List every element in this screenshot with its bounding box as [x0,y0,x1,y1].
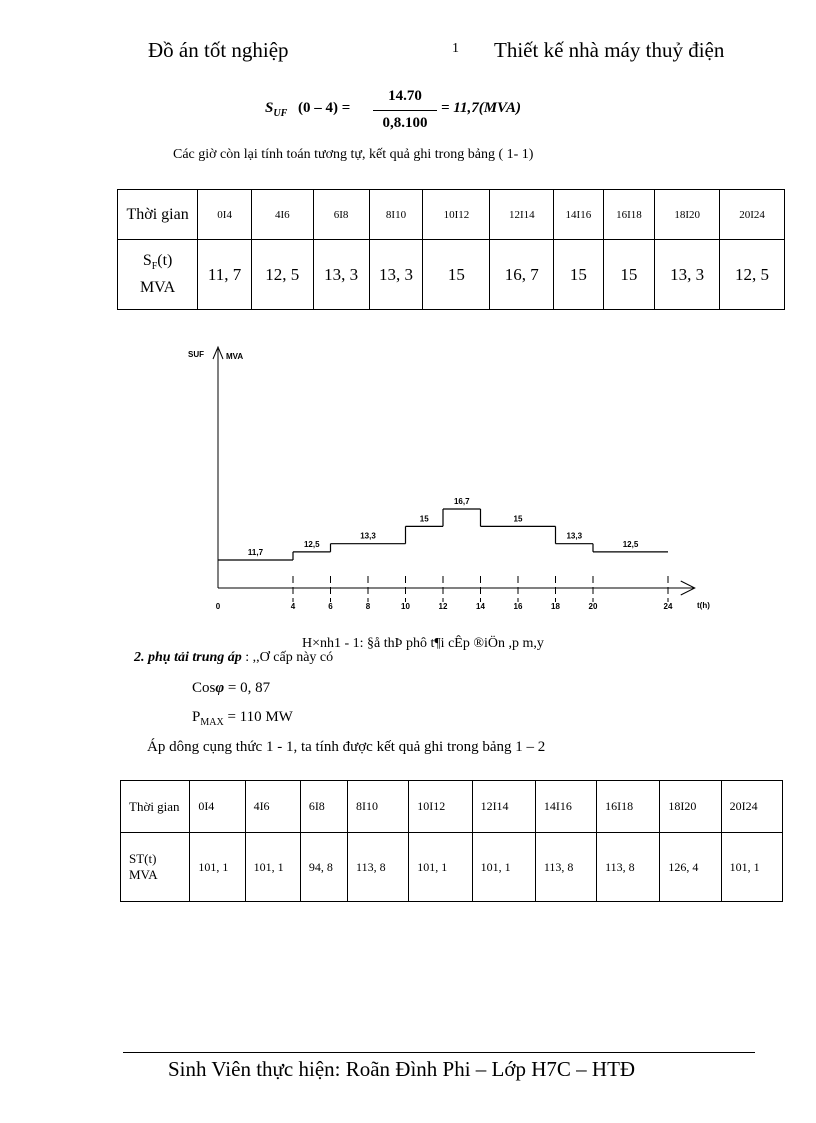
table2-row2-unit: MVA [129,867,158,882]
pmax-subscript: MAX [200,717,224,728]
table2-value: 101, 1 [190,833,245,902]
table1-row2-unit: MVA [139,278,176,296]
chart-ticks [293,576,668,602]
table1-value: 13, 3 [313,240,369,310]
table2-period: 6I8 [300,781,347,833]
x-axis-unit: t(h) [697,601,710,610]
table-2 [120,780,783,902]
table-row [118,240,785,310]
table2-period: 4I6 [245,781,300,833]
table2-value: 113, 8 [597,833,660,902]
table1-value: 12, 5 [720,240,785,310]
table1-period: 16I18 [603,190,655,240]
table1-period: 12I14 [490,190,554,240]
table1-value: 15 [423,240,490,310]
x-tick-label: 10 [401,602,410,611]
pmax-symbol: P [192,709,201,725]
pmax-value: = 110 MW [223,709,293,725]
phi-symbol: φ [215,680,225,696]
table1-period: 10I12 [423,190,490,240]
section2-after-title: : ,,Ơ cấp này có [245,650,334,665]
table2-value: 126, 4 [660,833,721,902]
table1-period: 18I20 [655,190,720,240]
table2-period: 8I10 [348,781,409,833]
y-axis-symbol: SUF [188,350,204,359]
page-number: 1 [452,41,459,56]
footer-rule [123,1052,755,1053]
chart-steps [218,509,668,560]
table1-value: 13, 3 [369,240,423,310]
table2-value: 101, 1 [721,833,782,902]
apply-text: Áp dông cụng thức 1 - 1, ta tính được kết quả ghi trong bảng 1 – 2 [147,739,546,755]
segment-label: 15 [419,514,429,524]
table2-row1-label: Thời gian [121,781,190,833]
formula-rhs: = 11,7(MVA) [441,100,521,116]
table1-period: 0I4 [198,190,252,240]
table-row [121,781,783,833]
table2-period: 0I4 [190,781,245,833]
table2-value: 113, 8 [535,833,596,902]
table2-period: 18I20 [660,781,721,833]
table1-period: 6I8 [313,190,369,240]
x-tick-label: 0 [215,602,221,611]
table2-period: 14I16 [535,781,596,833]
table1-row2-label [118,240,198,310]
table2-period: 10I12 [409,781,472,833]
footer-text: Sinh Viên thực hiện: Roãn Đình Phi – Lớp H7C – HTĐ [168,1057,636,1081]
x-tick-label: 24 [663,602,673,611]
chart-axes [213,347,695,595]
segment-label: 12,5 [622,539,639,549]
table2-value: 113, 8 [348,833,409,902]
formula-lhs-arg: (0 – 4) = [298,100,351,116]
table-1 [117,189,785,310]
table2-period: 16I18 [597,781,660,833]
table2-value: 101, 1 [245,833,300,902]
formula-denominator: 0,8.100 [382,115,428,131]
section2-title: 2. phụ tải trung áp [134,650,242,665]
cos-value: = 0, 87 [224,680,271,696]
intro-text: Các giờ còn lại tính toán tương tự, kết quả ghi trong bảng ( 1- 1) [173,147,534,162]
table1-period: 14I16 [554,190,603,240]
table1-value: 15 [554,240,603,310]
table2-value: 94, 8 [300,833,347,902]
x-tick-label: 16 [513,602,523,611]
formula-lhs-symbol: S [265,100,274,116]
cos-prefix: Cos [192,680,216,696]
table1-row1-label: Thời gian [118,190,198,240]
y-axis-unit: MVA [226,352,244,361]
formula-lhs-subscript: UF [273,108,288,119]
chart-labels [216,497,673,611]
section2-heading [134,650,333,666]
table1-value: 15 [603,240,655,310]
segment-label: 11,7 [247,548,264,557]
x-tick-label: 18 [551,602,560,611]
pmax-line [192,709,293,728]
table-row [121,833,783,902]
segment-label: 16,7 [453,497,470,506]
segment-label: 13,3 [360,531,376,541]
table2-value: 101, 1 [409,833,472,902]
segment-label: 13,3 [566,531,583,541]
x-tick-label: 6 [328,602,333,611]
table1-row2-subscript: F [151,261,158,273]
table1-period: 4I6 [252,190,314,240]
table2-value: 101, 1 [472,833,535,902]
figure-caption: H×nh1 - 1: §å thÞ phô t¶i cÊp ®iÖn ,p m,y [302,636,544,651]
table1-value: 16, 7 [490,240,554,310]
x-tick-label: 20 [588,602,598,611]
table2-row2-symbol: ST(t) [129,851,157,866]
table2-period: 12I14 [472,781,535,833]
table1-row2-after: (t) [157,252,173,270]
segment-label: 12,5 [303,539,320,549]
load-chart [180,335,740,625]
x-tick-label: 4 [290,602,296,611]
table2-row2-label [121,833,190,902]
formula-numerator: 14.70 [388,88,422,104]
table2-period: 20I24 [721,781,782,833]
table1-value: 11, 7 [198,240,252,310]
x-tick-label: 12 [438,602,448,611]
table1-value: 13, 3 [655,240,720,310]
table1-period: 8I10 [369,190,423,240]
fraction-bar [373,110,437,111]
formula [265,88,565,136]
x-tick-label: 8 [365,602,371,611]
header-left: Đồ án tốt nghiệp [148,38,289,62]
x-tick-label: 14 [476,602,485,611]
cos-line [192,680,270,697]
table1-period: 20I24 [720,190,785,240]
table1-value: 12, 5 [252,240,314,310]
segment-label: 15 [513,514,523,524]
header-right: Thiết kế nhà máy thuỷ điện [494,38,725,62]
table-row [118,190,785,240]
table1-row2-symbol: S [142,252,152,270]
